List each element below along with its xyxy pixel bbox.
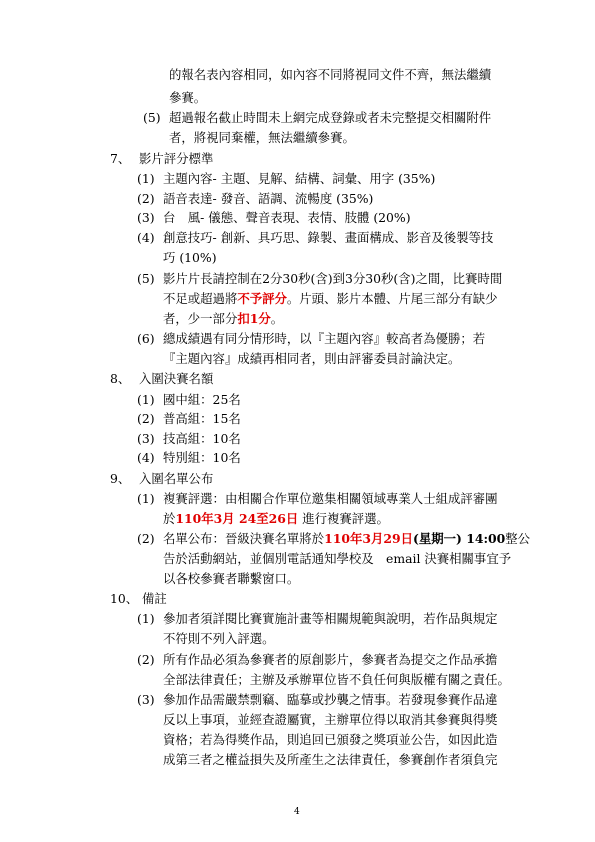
text-span: 名單公布：晉級決賽名單將於 (163, 531, 325, 546)
criteria-item: 創意技巧- 創新、具巧思、錄製、畫面構成、影音及後製等技 (163, 230, 494, 245)
text-span: 。 (270, 311, 284, 326)
note-item: 參加作品需嚴禁剽竊、臨摹或抄襲之情事。若發現參賽作品違 (163, 692, 498, 707)
text-line: 『主題內容』成績再相同者，則由評審委員討論決定。 (163, 351, 461, 366)
item-number: (3) (137, 210, 155, 225)
text-line (163, 511, 389, 527)
item-number: (1) (137, 491, 155, 506)
item-number: (1) (137, 171, 155, 186)
section-number: 8、 (110, 371, 131, 386)
text-span: 於 (163, 511, 176, 526)
section-title: 備註 (142, 591, 167, 606)
criteria-item: 台 風- 儀態、聲音表現、表情、肢體 (20%) (163, 210, 411, 225)
item-number: (6) (137, 331, 155, 346)
text-span: 進行複賽評選。 (298, 511, 389, 526)
item-number: (2) (137, 531, 155, 546)
item-number: (1) (137, 392, 155, 407)
highlight-text: 扣1分 (237, 311, 271, 326)
text-line (163, 311, 283, 327)
quota-item: 特別組：10名 (163, 450, 241, 465)
section-title: 入圍決賽名額 (139, 371, 214, 386)
text-line: 以各校參賽者聯繫窗口。 (163, 571, 300, 586)
section-title: 入圍名單公布 (139, 471, 214, 486)
item-number: (5) (137, 271, 155, 286)
quota-item: 國中組：25名 (163, 392, 241, 407)
text-line: 不符則不列入評選。 (163, 631, 275, 646)
criteria-item: 總成績遇有同分情形時，以『主題內容』較高者為優勝；若 (163, 331, 486, 346)
section-number: 9、 (110, 471, 131, 486)
section-number: 10、 (110, 591, 139, 606)
quota-item: 技高組：10名 (163, 431, 241, 446)
item-number: (2) (137, 411, 155, 426)
text-line: 巧 (10%) (163, 250, 217, 265)
bold-text: (星期一) 14:00 (412, 531, 506, 546)
text-line: 的報名表內容相同，如內容不同將視同文件不齊，無法繼續 (169, 67, 492, 82)
text-span: 不足或超過將 (163, 291, 238, 306)
highlight-text: 110年3月29日 (324, 531, 413, 546)
text-line: 全部法律責任；主辦及承辦單位皆不負任何與版權有關之責任。 (163, 672, 510, 687)
item-number: (1) (137, 611, 155, 626)
item-number: (4) (137, 450, 155, 465)
item-number: (4) (137, 230, 155, 245)
announce-item: 複賽評選：由相關合作單位邀集相關領域專業人士組成評審團 (163, 491, 498, 506)
text-span: 。片頭、影片本體、片尾三部分有缺少 (286, 291, 498, 306)
page-number: 4 (294, 807, 300, 817)
text-line: 者，將視同棄權，無法繼續參賽。 (169, 130, 355, 145)
note-item: 參加者須詳閱比賽實施計畫等相關規範與說明，若作品與規定 (163, 611, 498, 626)
quota-item: 普高組：15名 (163, 411, 241, 426)
section-title: 影片評分標準 (139, 151, 214, 166)
item-number: (2) (137, 652, 155, 667)
text-line: 告於活動網站，並個別電話通知學校及 email 決賽相關事宜予 (163, 551, 512, 566)
text-line: 成第三者之權益損失及所產生之法律責任，參賽創作者須負完 (163, 752, 498, 767)
note-item: 所有作品必須為參賽者的原創影片，參賽者為提交之作品承擔 (163, 652, 498, 667)
item-number: (3) (137, 692, 155, 707)
item-number: (5) (143, 110, 161, 125)
criteria-item: 影片片長請控制在2分30秒(含)到3分30秒(含)之間，比賽時間 (163, 271, 503, 286)
highlight-text: 不予評分 (237, 291, 287, 306)
text-span: 者，少一部分 (163, 311, 238, 326)
text-line: 資格；若為得獎作品，則追回已頒發之獎項並公告，如因此造 (163, 732, 498, 747)
text-line: 參賽。 (169, 90, 207, 105)
item-number: (3) (137, 431, 155, 446)
criteria-item: 語音表達- 發音、語調、流暢度 (35%) (163, 191, 374, 206)
text-line: 反以上事項，並經查證屬實，主辦單位得以取消其參賽與得獎 (163, 712, 498, 727)
highlight-text: 110年3月 24至26日 (175, 511, 299, 526)
text-line (163, 291, 498, 307)
text-span: 整公 (505, 531, 531, 546)
text-line: 超過報名截止時間未上網完成登錄或者未完整提交相關附件 (169, 110, 492, 125)
section-number: 7、 (110, 151, 131, 166)
criteria-item: 主題內容- 主題、見解、結構、詞彙、用字 (35%) (163, 171, 436, 186)
announce-item (163, 531, 530, 547)
item-number: (2) (137, 191, 155, 206)
